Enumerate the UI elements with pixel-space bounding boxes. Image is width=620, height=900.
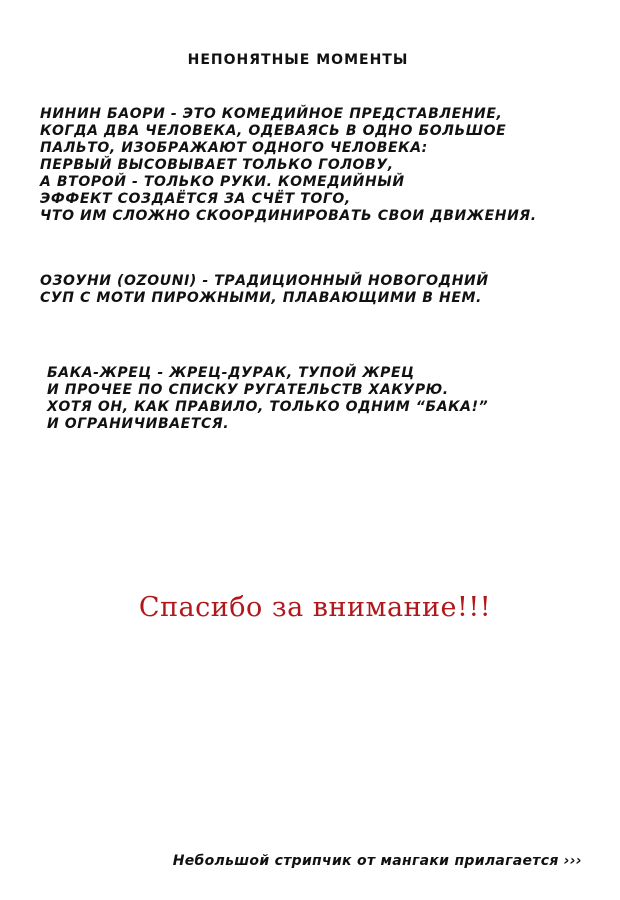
page-heading: НЕПОНЯТНЫЕ МОМЕНТЫ: [187, 52, 409, 68]
note-baka-priest: БАКА-ЖРЕЦ - ЖРЕЦ-ДУРАК, ТУПОЙ ЖРЕЦ И ПРОЧЕЕ ПО СПИСКУ РУГАТЕЛЬСТВ ХАКУРЮ. ХОТЯ ОН, КАК ПРАВИЛО, ТОЛЬКО ОДНИМ “БАКА!” И ОГРАНИЧИВАЕТСЯ.: [47, 365, 489, 432]
note-ninin-baori: НИНИН БАОРИ - ЭТО КОМЕДИЙНОЕ ПРЕДСТАВЛЕНИЕ, КОГДА ДВА ЧЕЛОВЕКА, ОДЕВАЯСЬ В ОДНО БОЛЬШОЕ ПАЛЬТО, ИЗОБРАЖАЮТ ОДНОГО ЧЕЛОВЕКА: ПЕРВЫЙ ВЫСОВЫВАЕТ ТОЛЬКО ГОЛОВУ, А ВТОРОЙ - ТОЛЬКО РУКИ. КОМЕДИЙНЫЙ ЭФФЕКТ СОЗДАЁТСЯ ЗА СЧЁТ ТОГО, ЧТО ИМ СЛОЖНО СКООРДИНИРОВАТЬ СВОИ ДВИЖЕНИЯ.: [40, 106, 537, 224]
thanks-message: Спасибо за внимание!!!: [138, 592, 492, 623]
footer-note: Небольшой стрипчик от мангаки прилагается ›››: [172, 853, 582, 869]
note-ozouni: ОЗОУНИ (OZOUNI) - ТРАДИЦИОННЫЙ НОВОГОДНИЙ СУП С МОТИ ПИРОЖНЫМИ, ПЛАВАЮЩИМИ В НЕМ.: [40, 273, 489, 306]
